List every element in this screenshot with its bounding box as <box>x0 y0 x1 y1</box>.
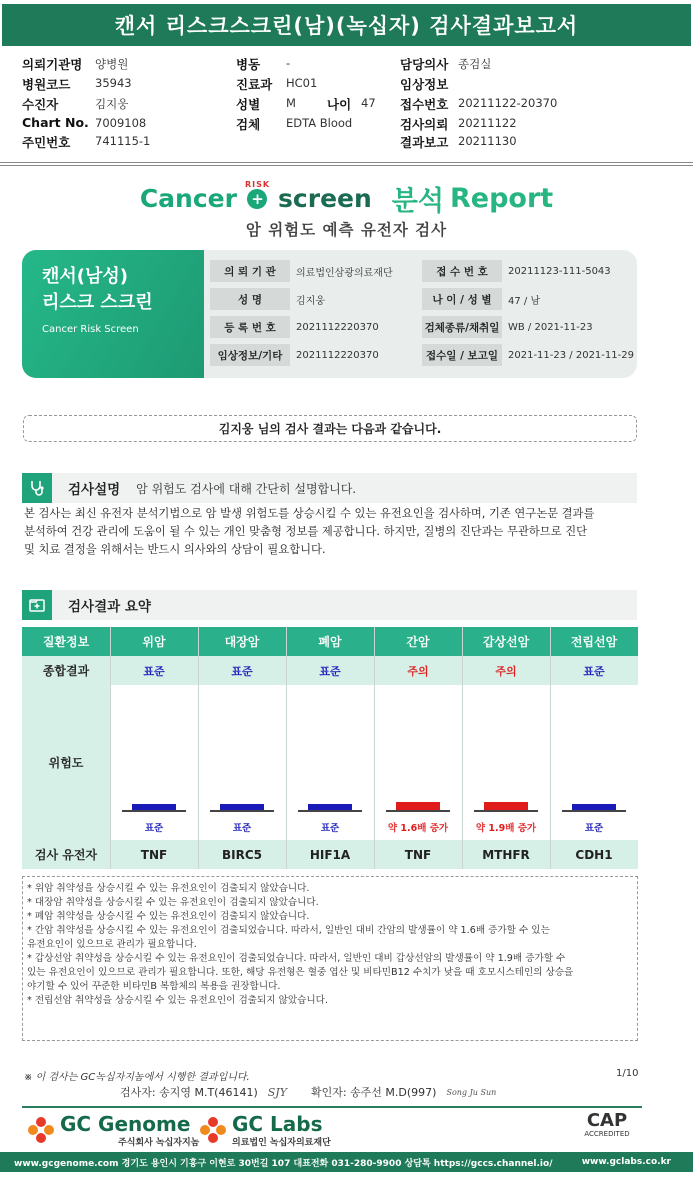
cap-badge <box>572 1112 642 1146</box>
risk-column <box>550 685 638 840</box>
risk-column <box>462 685 550 840</box>
risk-bar <box>220 804 264 810</box>
risk-bar-label: 표준 <box>320 823 340 834</box>
gc-labs-logo <box>200 1108 331 1152</box>
section-summary-header <box>22 590 637 620</box>
stethoscope-icon <box>22 473 52 503</box>
plus-icon: + <box>247 189 267 209</box>
header-value: 741115-1 <box>95 134 151 148</box>
report-subtitle: 암 위험도 예측 유전자 검사 <box>245 221 448 239</box>
header-value: 양병원 <box>95 57 129 71</box>
card-value: 2021-11-23 / 2021-11-29 <box>508 349 634 361</box>
header-value: 20211130 <box>458 134 517 148</box>
disease-name: 대장암 <box>224 635 260 649</box>
risk-bar-label: 표준 <box>144 823 164 834</box>
header-label: 검사의뢰 <box>400 117 449 132</box>
card-value: 의료법인삼광의료재단 <box>296 267 393 279</box>
header-value: 20211122 <box>458 116 517 130</box>
logo-report: Report <box>449 182 554 214</box>
header-label: 수진자 <box>22 97 59 112</box>
column-divider <box>374 627 375 869</box>
card-value: 47 / 남 <box>508 295 541 307</box>
card-label: 등 록 번 호 <box>210 316 290 338</box>
description-text <box>24 505 639 559</box>
card-value: 20211123-111-5043 <box>508 265 611 277</box>
age-label: 나이 <box>327 97 352 112</box>
disease-name: 전립선암 <box>570 635 618 649</box>
section-description-sub: 암 위험도 검사에 대해 간단히 설명합니다. <box>136 481 357 496</box>
card-label: 접 수 번 호 <box>422 260 502 282</box>
card-value: 2021112220370 <box>296 349 379 361</box>
disease-name: 폐암 <box>318 635 342 649</box>
gc-genome-logo <box>28 1108 199 1152</box>
header-label: 주민번호 <box>22 135 71 150</box>
gene-name: CDH1 <box>575 847 613 862</box>
footer-contact[interactable]: www.gcgenome.com 경기도 용인시 기흥구 이현로 30번길 107 대표전화 031-280-9900 상담톡 https://gccs.channel.io/ <box>14 1158 553 1169</box>
description-line: 분석하여 건강 관리에 도움이 될 수 있는 개인 맞춤형 정보를 제공합니다. 하지만, 질병의 진단과는 무관하므로 진단 <box>24 525 588 538</box>
gc-labs-name: GC Labs <box>232 1111 323 1136</box>
header-value: 35943 <box>95 76 132 90</box>
card-value: WB / 2021-11-23 <box>508 321 593 333</box>
summary-value: 표준 <box>231 664 253 678</box>
patient-card <box>22 250 637 378</box>
gene-label: 검사 유전자 <box>34 848 98 862</box>
note-line: * 위암 취약성을 상승시킬 수 있는 유전요인이 검출되지 않았습니다. <box>27 883 310 894</box>
disease-name: 위암 <box>142 635 166 649</box>
greeting-box: 김지웅 님의 검사 결과는 다음과 같습니다. <box>23 415 637 442</box>
summary-value: 주의 <box>495 664 517 678</box>
risk-baseline <box>122 810 186 812</box>
gc-cross-icon <box>200 1117 226 1143</box>
gc-genome-name: GC Genome <box>60 1111 191 1136</box>
card-label: 나 이 / 성 별 <box>422 288 502 310</box>
card-label: 임상정보/기타 <box>210 344 290 366</box>
report-title: 캔서 리스크스크린(남)(녹십자) 검사결과보고서 <box>2 4 691 46</box>
gc-cross-icon <box>28 1117 54 1143</box>
footer-bar <box>0 1152 693 1172</box>
header-value: 7009108 <box>95 116 147 130</box>
header-value: M <box>286 96 296 110</box>
note-line: 있는 유전요인이 있으므로 관리가 필요합니다. 또한, 해당 유전형은 혈중 엽산 및 비타민B12 수치가 낮을 때 호모시스테인의 상승을 <box>27 967 574 978</box>
header-value: 20211122-20370 <box>458 96 558 110</box>
signatures <box>120 1084 496 1100</box>
header-label: 결과보고 <box>400 135 449 150</box>
column-divider <box>550 627 551 869</box>
header-label: 진료과 <box>236 77 273 92</box>
summary-value: 표준 <box>319 664 341 678</box>
confirmer: 확인자: 송주선 M.D(997) <box>310 1086 437 1099</box>
logo-cancer: Cancer <box>139 183 237 213</box>
confirmer-signature: Song Ju Sun <box>446 1087 497 1097</box>
note-line: * 간암 취약성을 상승시킬 수 있는 유전요인이 검출되었습니다. 따라서, 일반인 대비 간암의 발생률이 약 1.6배 증가할 수 있는 <box>27 925 550 936</box>
risk-baseline <box>386 810 450 812</box>
cap-title: CAP <box>586 1110 628 1131</box>
header-divider <box>0 162 693 166</box>
note-line: * 대장암 취약성을 상승시킬 수 있는 유전요인이 검출되지 않았습니다. <box>27 897 319 908</box>
header-label: 병원코드 <box>22 77 71 92</box>
page-number: 1/10 <box>616 1068 639 1079</box>
note-line: * 전립선암 취약성을 상승시킬 수 있는 유전요인이 검출되지 않았습니다. <box>27 995 329 1006</box>
header-value: HC01 <box>286 76 318 90</box>
logo-risk-mark <box>245 180 270 209</box>
result-notes <box>22 876 638 1041</box>
column-divider <box>286 627 287 869</box>
card-label: 접수일 / 보고일 <box>422 344 502 366</box>
column-divider <box>198 627 199 869</box>
risk-bar-label: 표준 <box>584 823 604 834</box>
summary-value: 주의 <box>407 664 429 678</box>
header-label: 임상정보 <box>400 77 449 92</box>
header-value: - <box>286 56 291 70</box>
header-value: EDTA Blood <box>286 116 353 130</box>
card-title-en: Cancer Risk Screen <box>42 324 139 335</box>
risk-bar-label: 약 1.9배 증가 <box>475 823 537 834</box>
summary-value: 표준 <box>583 664 605 678</box>
gene-name: TNF <box>140 847 168 862</box>
column-divider <box>462 627 463 869</box>
examiner: 검사자: 송지영 M.T(46141) <box>120 1086 258 1099</box>
risk-bar <box>132 804 176 810</box>
summary-value: 표준 <box>143 664 165 678</box>
description-line: 및 치료 결정을 위해서는 반드시 의사와의 상담이 필요합니다. <box>24 543 326 556</box>
section-summary-title: 검사결과 요약 <box>68 599 151 615</box>
note-line: 유전요인이 있으므로 관리가 필요합니다. <box>27 939 197 950</box>
footer-website-link[interactable]: www.gclabs.co.kr <box>581 1157 671 1167</box>
gene-name: HIF1A <box>309 847 351 862</box>
logo-risk-text: RISK <box>244 179 271 189</box>
disease-header-label: 질환정보 <box>42 635 90 649</box>
card-value: 2021112220370 <box>296 321 379 333</box>
card-label: 검체종류/채취일 <box>422 316 502 338</box>
header-label: 병동 <box>236 57 261 72</box>
age-value: 47 <box>361 96 376 110</box>
card-label: 성 명 <box>210 288 290 310</box>
gc-genome-sub: 주식회사 녹십자지놈 <box>118 1137 200 1148</box>
risk-bar-label: 표준 <box>232 823 252 834</box>
risk-bar <box>484 802 528 810</box>
header-value: 김지웅 <box>95 97 129 111</box>
section-description-header <box>22 473 637 503</box>
column-divider <box>110 627 111 869</box>
risk-column <box>286 685 374 840</box>
risk-bar <box>572 804 616 810</box>
risk-bar <box>308 804 352 810</box>
note-line: 야기할 수 있어 꾸준한 비타민B 복합체의 복용을 권장합니다. <box>27 981 281 992</box>
gene-name: MTHFR <box>482 847 530 862</box>
gene-name: TNF <box>404 847 432 862</box>
cap-sub: ACCREDITED <box>584 1130 630 1138</box>
header-label: Chart No. <box>22 115 89 130</box>
medical-folder-icon <box>22 590 52 620</box>
note-line: * 갑상선암 취약성을 상승시킬 수 있는 유전요인이 검출되었습니다. 따라서, 일반인 대비 갑상선암의 발생률이 약 1.9배 증가할 수 <box>27 953 566 964</box>
note-line: * 폐암 취약성을 상승시킬 수 있는 유전요인이 검출되지 않았습니다. <box>27 911 310 922</box>
card-label: 의 뢰 기 관 <box>210 260 290 282</box>
risk-bar <box>396 802 440 810</box>
risk-label: 위험도 <box>48 756 84 770</box>
header-value: 종검실 <box>458 57 492 71</box>
logo-screen: screen <box>278 183 372 213</box>
card-title-line2: 리스크 스크린 <box>42 292 153 313</box>
card-title-line1: 캔서(남성) <box>42 266 129 287</box>
risk-baseline <box>562 810 626 812</box>
risk-column <box>110 685 198 840</box>
header-label: 의뢰기관명 <box>22 57 83 72</box>
gc-labs-sub: 의료법인 녹십자의료재단 <box>232 1137 331 1148</box>
risk-baseline <box>298 810 362 812</box>
report-logo <box>0 178 693 218</box>
logo-bunseok: 분석 <box>391 185 444 217</box>
header-label: 성별 <box>236 97 261 112</box>
card-title-panel <box>22 250 204 378</box>
header-label: 담당의사 <box>400 57 449 72</box>
description-line: 본 검사는 최신 유전자 분석기법으로 암 발생 위험도를 상승시킬 수 있는 유전요인을 검사하며, 기존 연구논문 결과를 <box>24 507 595 520</box>
risk-bar-label: 약 1.6배 증가 <box>387 823 449 834</box>
risk-column <box>198 685 286 840</box>
gene-name: BIRC5 <box>221 847 262 862</box>
section-description-title: 검사설명 <box>68 482 121 498</box>
header-label: 검체 <box>236 117 261 132</box>
disease-name: 갑상선암 <box>482 635 530 649</box>
examiner-signature: SJY <box>267 1085 287 1099</box>
risk-baseline <box>210 810 274 812</box>
card-value: 김지웅 <box>296 295 325 307</box>
header-label: 접수번호 <box>400 97 449 112</box>
risk-column <box>374 685 462 840</box>
footer-note: ※ 이 검사는 GC녹십자지놈에서 시행한 결과입니다. <box>24 1072 250 1083</box>
summary-label: 종합결과 <box>42 664 90 678</box>
risk-baseline <box>474 810 538 812</box>
disease-name: 간암 <box>406 635 430 649</box>
